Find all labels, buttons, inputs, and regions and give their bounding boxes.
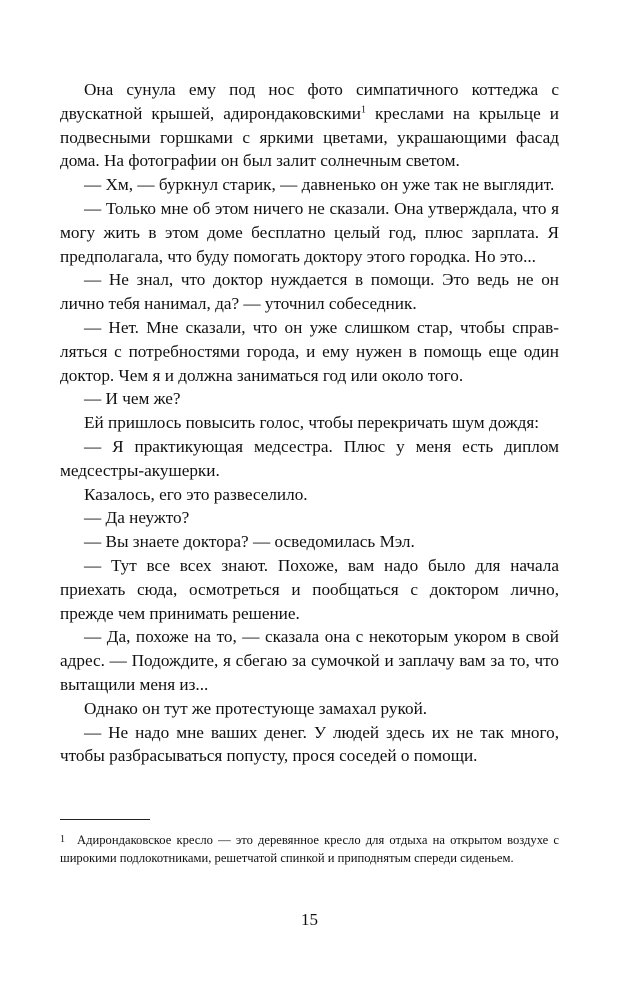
paragraph: — Хм, — буркнул старик, — давненько он уже так не выглядит. [84,175,555,195]
footnote-divider [60,819,150,820]
paragraph: — Только мне об этом ничего не сказали. Она утверждала, что я могу жить в этом доме бесплатно целый год, плюс зарплата. Я предполагала, что буду помогать доктору этого городка. Но это... [60,198,559,266]
paragraph: — Не надо мне ваших денег. У людей здесь их не так много, чтобы разбрасываться попусту, прося соседей о помощи. [60,722,559,766]
footnote-text: Адирондаковское кресло — это деревянное кресло для отдыха на открытом воздухе с широкими подлокотниками, решетчатой спинкой и приподнятым спереди сиденьем. [60,833,559,865]
paragraph: — Вы знаете доктора? — осведомилась Мэл. [84,532,415,552]
footnote [60,832,559,868]
footnote-reference[interactable]: 1 [360,104,366,116]
paragraph: — Да неужто? [84,508,190,528]
paragraph: Казалось, его это развеселило. [84,484,308,504]
paragraph-text-continued: креслами на крыльце и подвесными горшками с яркими цветами, украшающими фасад дома. На фотографии он был залит солнечным светом. [60,103,559,171]
paragraph-text: Она сунула ему под нос фото симпатичного коттеджа с двускатной крышей, адирондаковскими [60,80,559,123]
body-text [60,78,559,768]
paragraph: — Нет. Мне сказали, что он уже слишком стар, чтобы справляться с потребностями города, и ему нужен в помощь еще один доктор. Чем я и должна заниматься год или около того. [60,317,559,385]
footnote-mark: 1 [60,834,65,845]
paragraph: — Я практикующая медсестра. Плюс у меня есть диплом медсестры-акушерки. [60,436,559,480]
paragraph: — Да, похоже на то, — сказала она с некоторым укором в свой адрес. — Подождите, я сбегаю за сумочкой и заплачу вам за то, что вытащили меня из... [60,627,559,694]
book-page [60,78,559,978]
paragraph: — Не знал, что доктор нуждается в помощи. Это ведь не он лично тебя нанимал, да? — уточнил собеседник. [60,270,559,314]
paragraph: Однако он тут же протестующе замахал рукой. [84,698,428,718]
paragraph: — Тут все всех знают. Похоже, вам надо было для начала приехать сюда, осмотреться и пообщаться с доктором лично, прежде чем принимать решение. [60,555,559,623]
paragraph: Ей пришлось повысить голос, чтобы перекричать шум дождя: [84,413,540,433]
paragraph [60,78,559,173]
page-number: 15 [301,910,318,929]
paragraph: — И чем же? [84,389,181,409]
